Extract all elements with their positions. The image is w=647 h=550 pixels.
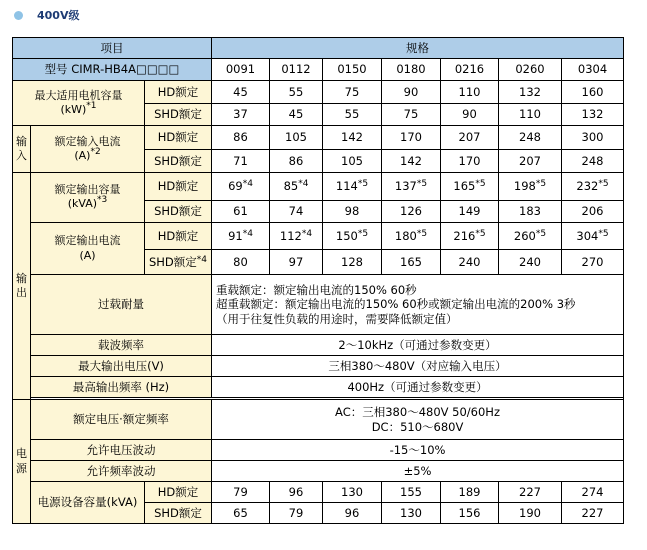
group-char: 电 xyxy=(16,447,27,461)
footnote-mark: *3 xyxy=(97,195,108,206)
power-capacity-label: 电源设备容量(kVA) xyxy=(31,482,145,524)
value-cell: 160 xyxy=(562,81,624,104)
value-cell: 227 xyxy=(499,482,562,503)
value-number: 114 xyxy=(335,179,358,194)
value-cell: 45 xyxy=(270,104,323,126)
footnote-mark: *5 xyxy=(416,228,428,239)
max-out-voltage-value: 三相380～480V（对应输入电压） xyxy=(212,356,624,377)
footnote-mark: *1 xyxy=(86,100,97,111)
value-cell: 90 xyxy=(441,104,499,126)
value-cell: 110 xyxy=(499,104,562,126)
model-cell: 0304 xyxy=(562,59,624,81)
value-cell: 75 xyxy=(382,104,441,126)
footnote-mark: *4 xyxy=(242,228,253,239)
model-cell: 0260 xyxy=(499,59,562,81)
value-cell: 142 xyxy=(382,150,441,173)
value-cell xyxy=(441,173,499,201)
outcur-hd-row xyxy=(13,223,624,250)
value-cell: 105 xyxy=(270,126,323,150)
section-title: 400V级 xyxy=(37,9,80,22)
shd-label: SHD额定 xyxy=(145,104,212,126)
value-cell: 170 xyxy=(382,126,441,150)
item-header: 项目 xyxy=(13,38,212,59)
outcap-hd-row xyxy=(13,173,624,201)
value-cell: 274 xyxy=(562,482,624,503)
value-number: 137 xyxy=(394,179,417,194)
value-cell: 128 xyxy=(323,250,382,275)
rated-output-cur-unit: (A) xyxy=(79,248,96,262)
max-out-freq-label: 最高输出频率 (Hz) xyxy=(31,377,212,398)
allowed-freq-row xyxy=(13,461,624,482)
rated-output-cap-label xyxy=(31,173,145,223)
footnote-mark: *2 xyxy=(90,146,101,157)
value-cell: 183 xyxy=(499,201,562,223)
value-cell: 132 xyxy=(562,104,624,126)
model-cell: 0091 xyxy=(212,59,270,81)
group-power-label xyxy=(13,400,31,524)
footnote-mark: *5 xyxy=(357,228,369,239)
hd-label: HD额定 xyxy=(145,482,212,503)
value-cell: 248 xyxy=(562,150,624,173)
value-cell xyxy=(382,173,441,201)
footnote-mark: *5 xyxy=(357,179,369,190)
value-cell: 105 xyxy=(323,150,382,173)
value-number: 69 xyxy=(228,179,243,194)
value-cell: 55 xyxy=(323,104,382,126)
value-cell xyxy=(499,223,562,250)
model-label: 型号 CIMR-HB4A□□□□ xyxy=(13,59,212,81)
value-cell: 90 xyxy=(382,81,441,104)
footnote-mark: *5 xyxy=(416,179,428,190)
value-number: 180 xyxy=(394,228,417,243)
value-cell: 55 xyxy=(270,81,323,104)
footnote-mark: *5 xyxy=(475,179,486,190)
model-cell: 0216 xyxy=(441,59,499,81)
rated-vf-line: DC：510～680V xyxy=(371,419,464,434)
overload-row xyxy=(13,275,624,335)
value-cell: 71 xyxy=(212,150,270,173)
carrier-label: 载波频率 xyxy=(31,335,212,356)
shd-label xyxy=(145,250,212,275)
spec-header: 规格 xyxy=(212,38,624,59)
allowed-freq-label: 允许频率波动 xyxy=(31,461,212,482)
value-cell: 227 xyxy=(562,503,624,524)
hd-label: HD额定 xyxy=(145,223,212,250)
max-freq-row xyxy=(13,377,624,398)
value-number: 216 xyxy=(453,228,476,243)
value-cell: 37 xyxy=(212,104,270,126)
rated-input-unit: (A) xyxy=(74,148,91,162)
max-voltage-row xyxy=(13,356,624,377)
model-cell: 0150 xyxy=(323,59,382,81)
footnote-mark: *4 xyxy=(298,179,309,190)
value-cell xyxy=(323,173,382,201)
value-number: 260 xyxy=(513,228,536,243)
value-cell: 165 xyxy=(382,250,441,275)
value-cell: 79 xyxy=(270,503,323,524)
value-cell: 65 xyxy=(212,503,270,524)
footnote-mark: *4 xyxy=(301,228,313,239)
hd-label: HD额定 xyxy=(145,126,212,150)
value-cell xyxy=(499,173,562,201)
value-cell: 130 xyxy=(382,503,441,524)
value-number: 304 xyxy=(576,228,599,243)
model-cell: 0180 xyxy=(382,59,441,81)
input-hd-row xyxy=(13,126,624,150)
carrier-value: 2～10kHz（可通过参数变更） xyxy=(212,335,624,356)
group-char: 出 xyxy=(16,286,27,299)
rated-output-cur-label xyxy=(31,223,145,275)
value-number: 198 xyxy=(513,179,536,194)
value-cell: 80 xyxy=(212,250,270,275)
shd-label: SHD额定 xyxy=(145,201,212,223)
shd-label-text: SHD额定 xyxy=(148,254,197,269)
carrier-row xyxy=(13,335,624,356)
value-cell: 189 xyxy=(441,482,499,503)
value-number: 165 xyxy=(453,179,476,194)
rated-output-cap-name: 额定输出容量 xyxy=(54,183,121,196)
rated-vf-line: AC：三相380～480V 50/60Hz xyxy=(335,405,500,420)
value-cell: 240 xyxy=(441,250,499,275)
allowed-voltage-label: 允许电压波动 xyxy=(31,440,212,461)
rated-output-cur-name: 额定输出电流 xyxy=(54,234,121,248)
rated-vf-value xyxy=(212,400,624,440)
max-motor-label xyxy=(13,81,145,126)
group-input-label xyxy=(13,126,31,173)
footnote-mark: *4 xyxy=(242,179,253,190)
value-cell: 190 xyxy=(499,503,562,524)
section-header xyxy=(14,6,79,24)
value-cell: 132 xyxy=(499,81,562,104)
footnote-mark: *5 xyxy=(535,179,547,190)
value-number: 85 xyxy=(283,179,299,194)
bullet-icon xyxy=(14,11,23,20)
footnote-mark: *5 xyxy=(598,228,609,239)
value-cell xyxy=(323,223,382,250)
value-number: 91 xyxy=(228,228,243,243)
value-number: 232 xyxy=(576,179,599,194)
group-char: 源 xyxy=(16,461,27,475)
shd-label: SHD额定 xyxy=(145,503,212,524)
header-row xyxy=(13,38,624,59)
value-cell: 206 xyxy=(562,201,624,223)
rated-input-name: 额定输入电流 xyxy=(54,134,121,148)
value-cell: 86 xyxy=(212,126,270,150)
hd-label: HD额定 xyxy=(145,81,212,104)
model-cell: 0112 xyxy=(270,59,323,81)
shd-label: SHD额定 xyxy=(145,150,212,173)
power-hd-row xyxy=(13,482,624,503)
value-cell xyxy=(270,223,323,250)
max-motor-unit: (kW) xyxy=(60,102,87,116)
footnote-mark: *5 xyxy=(475,228,486,239)
value-cell: 156 xyxy=(441,503,499,524)
group-output-label xyxy=(13,173,31,400)
allowed-freq-value: ±5% xyxy=(212,461,624,482)
value-cell: 126 xyxy=(382,201,441,223)
value-cell xyxy=(382,223,441,250)
value-cell: 155 xyxy=(382,482,441,503)
value-cell: 74 xyxy=(270,201,323,223)
overload-label: 过载耐量 xyxy=(31,275,212,335)
value-cell: 300 xyxy=(562,126,624,150)
value-cell xyxy=(562,223,624,250)
value-cell: 98 xyxy=(323,201,382,223)
value-number: 112 xyxy=(279,228,302,243)
value-cell xyxy=(441,223,499,250)
value-cell: 149 xyxy=(441,201,499,223)
value-number: 150 xyxy=(335,228,358,243)
footnote-mark: *4 xyxy=(196,254,208,265)
allowed-voltage-value: -15～10% xyxy=(212,440,624,461)
value-cell: 96 xyxy=(270,482,323,503)
rated-vf-label: 额定电压·额定频率 xyxy=(31,400,212,440)
overload-line: 超重载额定：额定输出电流的150% 60秒或额定输出电流的200% 3秒 xyxy=(216,297,576,312)
value-cell: 79 xyxy=(212,482,270,503)
motor-hd-row xyxy=(13,81,624,104)
value-cell: 142 xyxy=(323,126,382,150)
value-cell xyxy=(212,223,270,250)
max-out-freq-value: 400Hz（可通过参数变更） xyxy=(212,377,624,398)
value-cell: 248 xyxy=(499,126,562,150)
value-cell: 240 xyxy=(499,250,562,275)
footnote-mark: *5 xyxy=(535,228,547,239)
overload-text xyxy=(212,275,624,335)
max-out-voltage-label: 最大输出电压(V) xyxy=(31,356,212,377)
rated-vf-row xyxy=(13,400,624,440)
value-cell: 75 xyxy=(323,81,382,104)
group-char: 输 xyxy=(16,271,27,285)
value-cell: 130 xyxy=(323,482,382,503)
value-cell: 96 xyxy=(323,503,382,524)
value-cell: 207 xyxy=(499,150,562,173)
value-cell: 45 xyxy=(212,81,270,104)
allowed-voltage-row xyxy=(13,440,624,461)
rated-output-cap-unit: (kVA) xyxy=(67,197,98,211)
model-row xyxy=(13,59,624,81)
hd-label: HD额定 xyxy=(145,173,212,201)
value-cell xyxy=(212,173,270,201)
value-cell xyxy=(562,173,624,201)
overload-line: 重载额定：额定输出电流的150% 60秒 xyxy=(216,282,417,297)
overload-line: （用于往复性负载的用途时，需要降低额定值） xyxy=(216,311,458,326)
spec-table xyxy=(12,37,624,524)
footnote-mark: *5 xyxy=(598,179,609,190)
value-cell: 86 xyxy=(270,150,323,173)
value-cell: 270 xyxy=(562,250,624,275)
group-char: 入 xyxy=(16,149,27,162)
value-cell: 61 xyxy=(212,201,270,223)
value-cell: 110 xyxy=(441,81,499,104)
value-cell xyxy=(270,173,323,201)
group-char: 输 xyxy=(16,134,27,148)
rated-input-label xyxy=(31,126,145,173)
value-cell: 170 xyxy=(441,150,499,173)
value-cell: 207 xyxy=(441,126,499,150)
max-motor-name: 最大适用电机容量 xyxy=(34,88,123,102)
value-cell: 97 xyxy=(270,250,323,275)
